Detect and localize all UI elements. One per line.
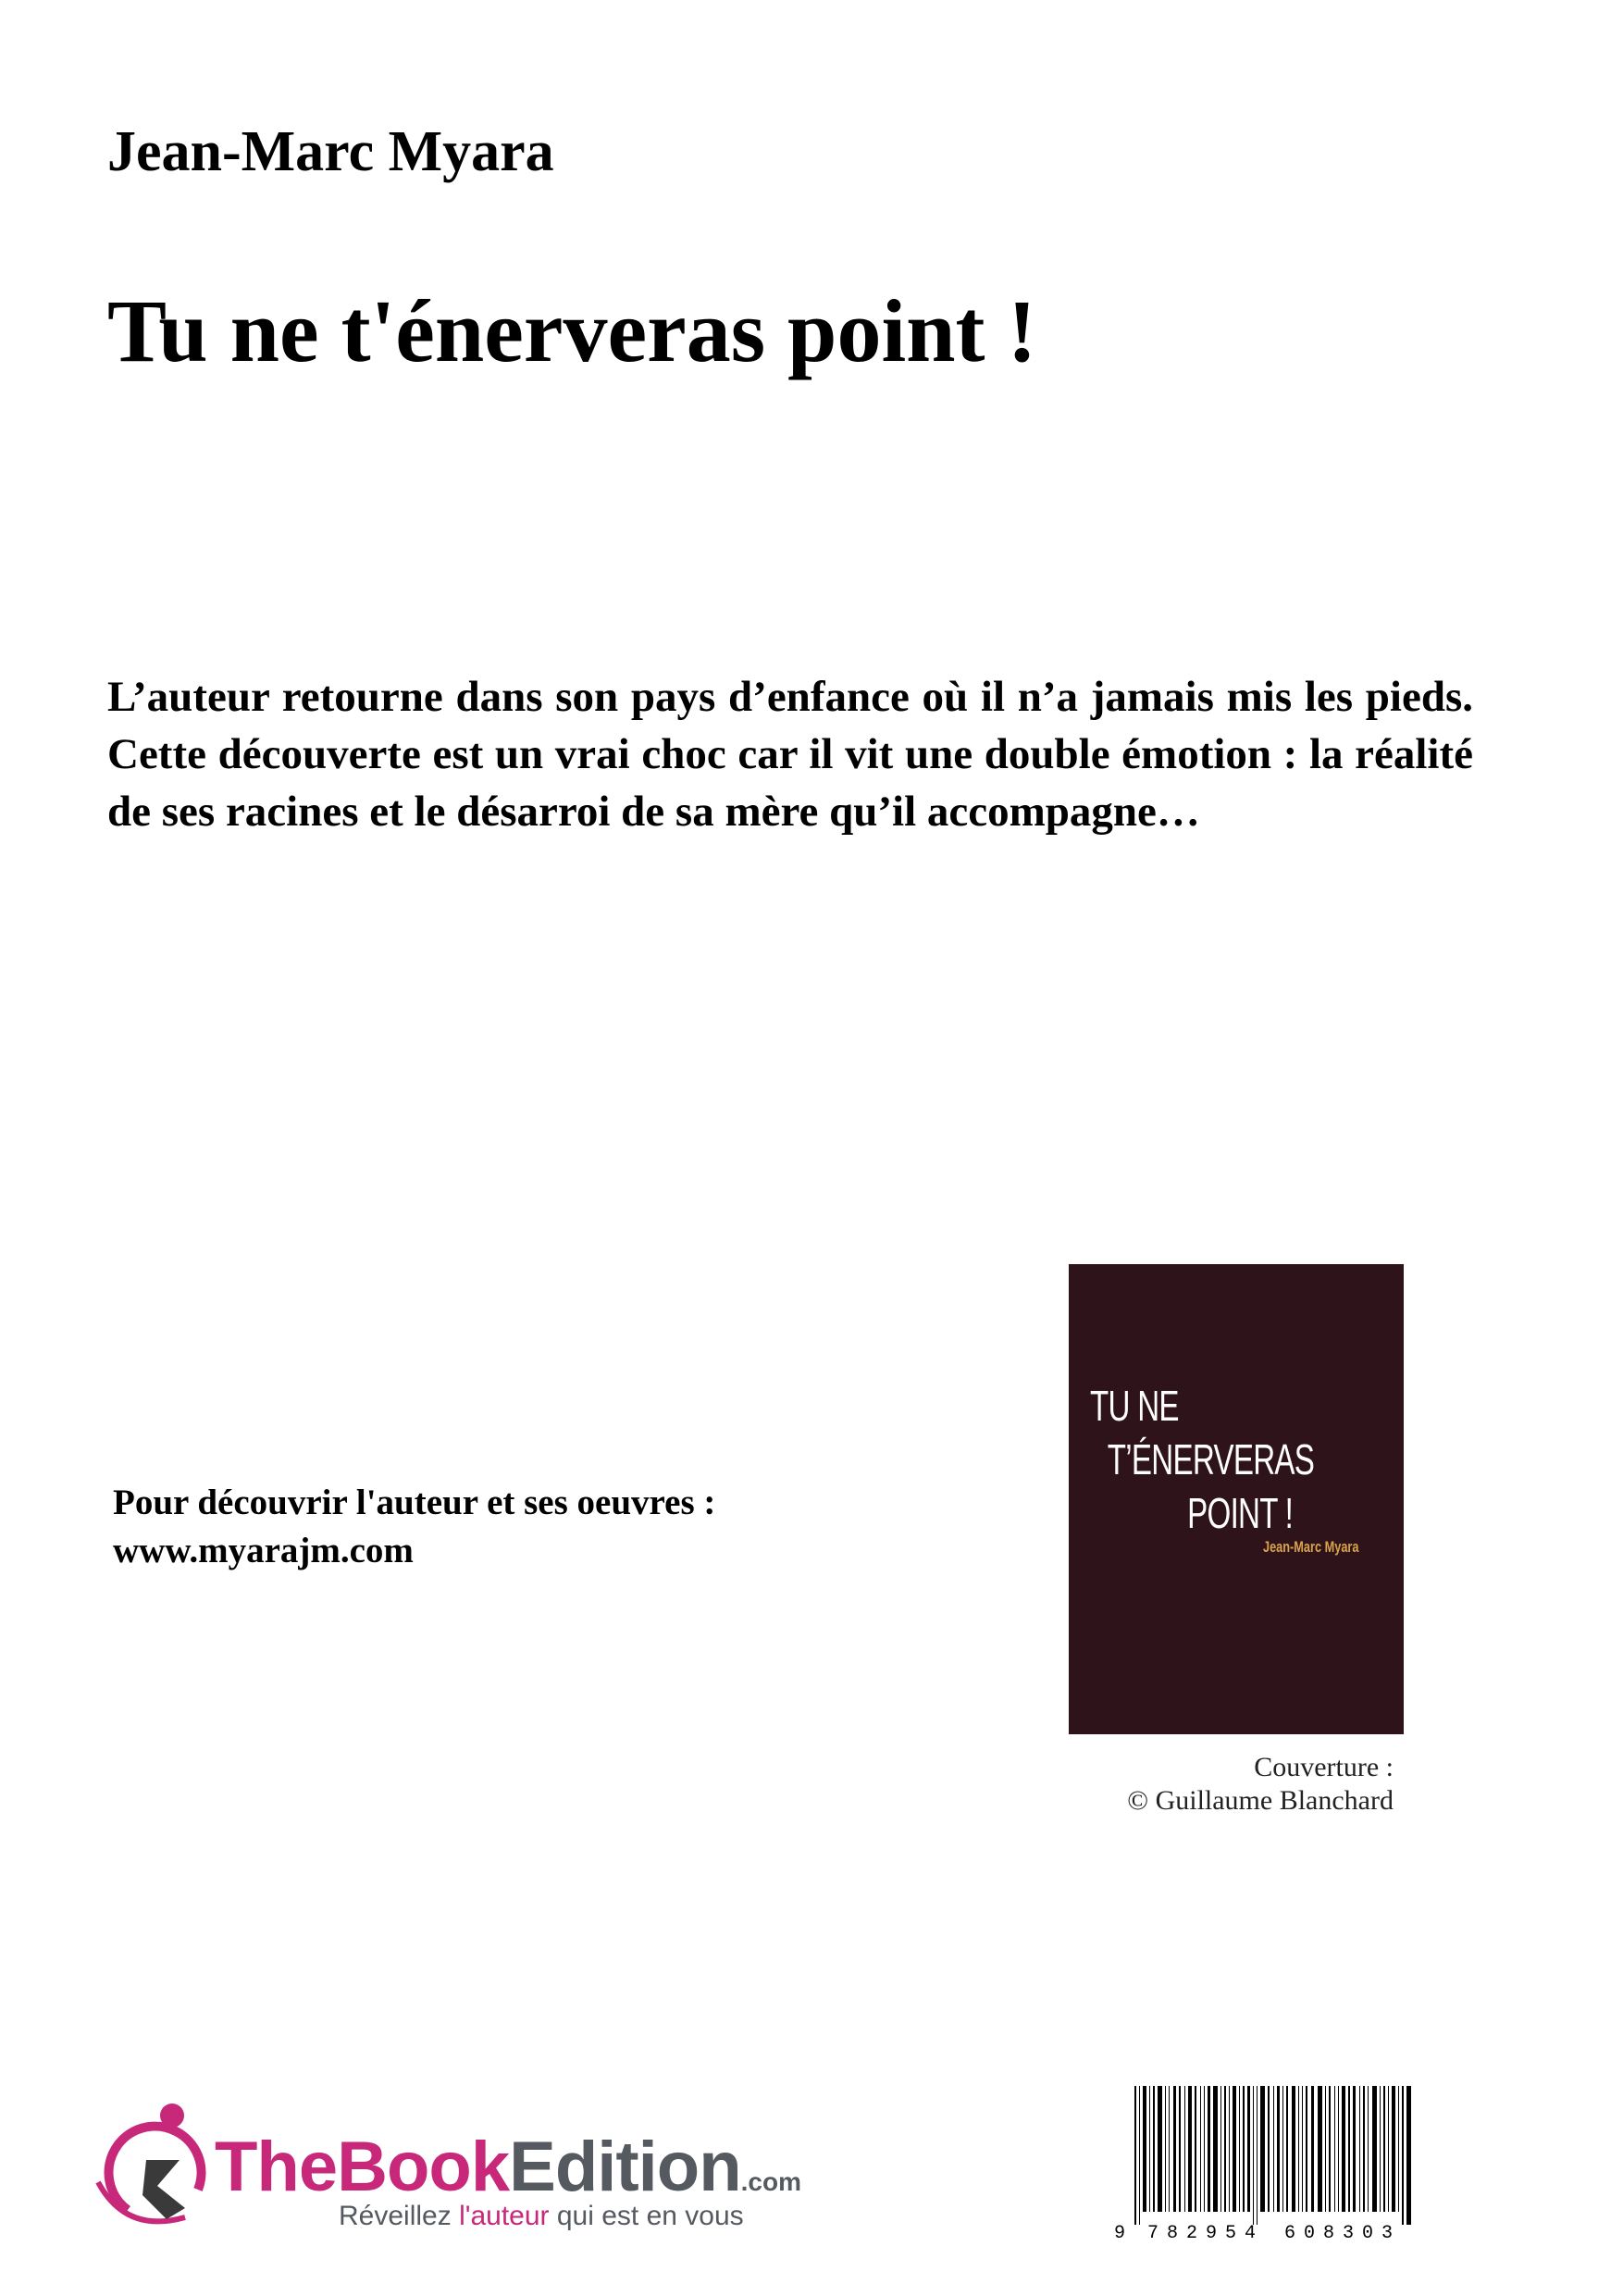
barcode-bar [1149,2086,1150,2212]
tagline-pre: Réveillez [339,2201,460,2231]
barcode-bar [1239,2086,1240,2212]
cover-title-line-1: TU NE [1090,1382,1179,1430]
barcode-bar [1220,2086,1221,2212]
barcode-bar [1359,2086,1360,2212]
barcode-bar [1204,2086,1205,2212]
cover-credit-label: Couverture : [1254,1752,1394,1782]
cover-credit [1064,1751,1394,1818]
barcode-bar [1260,2086,1265,2212]
barcode-bar [1292,2086,1295,2212]
barcode-bar [1277,2086,1280,2212]
barcode-bar [1273,2086,1274,2212]
barcode-bar [1368,2086,1369,2212]
barcode-bar [1143,2086,1146,2212]
barcode-bar [1213,2086,1218,2212]
brand-tld: .com [740,2167,801,2196]
barcode-bar [1247,2086,1250,2212]
barcode-bar [1325,2086,1326,2212]
barcode-bar [1184,2086,1185,2212]
brand-the: The [215,2128,338,2206]
cover-title-line-3: POINT ! [1187,1489,1294,1537]
brand-book: Book [337,2128,510,2206]
cover-thumbnail-author: Jean-Marc Myara [1263,1538,1359,1556]
barcode-bar [1257,2086,1258,2225]
barcode-bars [1114,2079,1429,2225]
book-title: Tu ne t'énerveras point ! [107,281,1037,380]
cover-title-line-2: T’ÉNERVERAS [1107,1435,1315,1483]
barcode-bar [1208,2086,1210,2212]
barcode-bar [1334,2086,1335,2212]
publisher-tagline [339,2203,744,2230]
barcode-bar [1243,2086,1245,2212]
publisher-brand [215,2128,801,2206]
back-cover-blurb: L’auteur retourne dans son pays d’enfance où il n’a jamais mis les pieds. Cette découverte est un vrai choc car il vit une double émotion : la réalité de ses racines et le désarroi de sa mère qu’il accompagne… [107,673,1473,836]
barcode-bar [1380,2086,1381,2212]
brand-edition: Edition [509,2128,741,2206]
barcode-lead-digit: 9 [1114,2223,1134,2244]
barcode-bar [1318,2086,1322,2212]
tagline-post: qui est en vous [549,2201,744,2231]
barcode-bar [1338,2086,1339,2212]
front-cover-thumbnail [1069,1264,1404,1734]
barcode-left-digits: 782954 [1147,2223,1265,2244]
isbn-barcode [1114,2079,1429,2244]
barcode-bar [1253,2086,1254,2225]
barcode-bar [1179,2086,1181,2212]
barcode-bar [1268,2086,1270,2212]
barcode-bar [1353,2086,1356,2212]
barcode-bar [1134,2086,1136,2225]
barcode-bar [1169,2086,1170,2212]
barcode-bar [1392,2086,1395,2212]
cover-credit-artist: © Guillaume Blanchard [1127,1785,1394,1816]
barcode-bar [1188,2086,1192,2212]
barcode-bar [1229,2086,1230,2212]
barcode-bar [1173,2086,1176,2212]
barcode-bar [1306,2086,1307,2212]
author-name: Jean-Marc Myara [107,120,554,183]
barcode-bar [1402,2086,1404,2225]
author-website-note [113,1479,715,1575]
barcode-bar [1311,2086,1314,2212]
barcode-right-digits: 608303 [1284,2223,1402,2244]
barcode-bar [1224,2086,1226,2212]
barcode-bar [1298,2086,1299,2212]
barcode-bar [1165,2086,1166,2212]
tagline-highlight: l'auteur [459,2201,550,2231]
publisher-logo [89,2099,848,2247]
barcode-bar [1383,2086,1385,2212]
barcode-bar [1282,2086,1283,2212]
barcode-bar [1153,2086,1155,2212]
barcode-bar [1342,2086,1345,2212]
barcode-bar [1302,2086,1303,2212]
barcode-bar [1363,2086,1365,2212]
barcode-bar [1195,2086,1196,2212]
barcode-bar [1406,2086,1411,2225]
discover-label: Pour découvrir l'auteur et ses oeuvres : [113,1483,716,1522]
barcode-bar [1372,2086,1377,2212]
barcode-bar [1233,2086,1236,2212]
publisher-figure-icon [89,2099,209,2247]
barcode-bar [1329,2086,1331,2212]
barcode-bar [1388,2086,1389,2212]
barcode-bar [1200,2086,1201,2212]
barcode-bar [1398,2086,1399,2212]
author-website-url: www.myarajm.com [113,1531,414,1570]
barcode-bar [1158,2086,1162,2212]
barcode-bar [1286,2086,1288,2212]
barcode-bar [1139,2086,1140,2225]
barcode-bar [1348,2086,1350,2212]
